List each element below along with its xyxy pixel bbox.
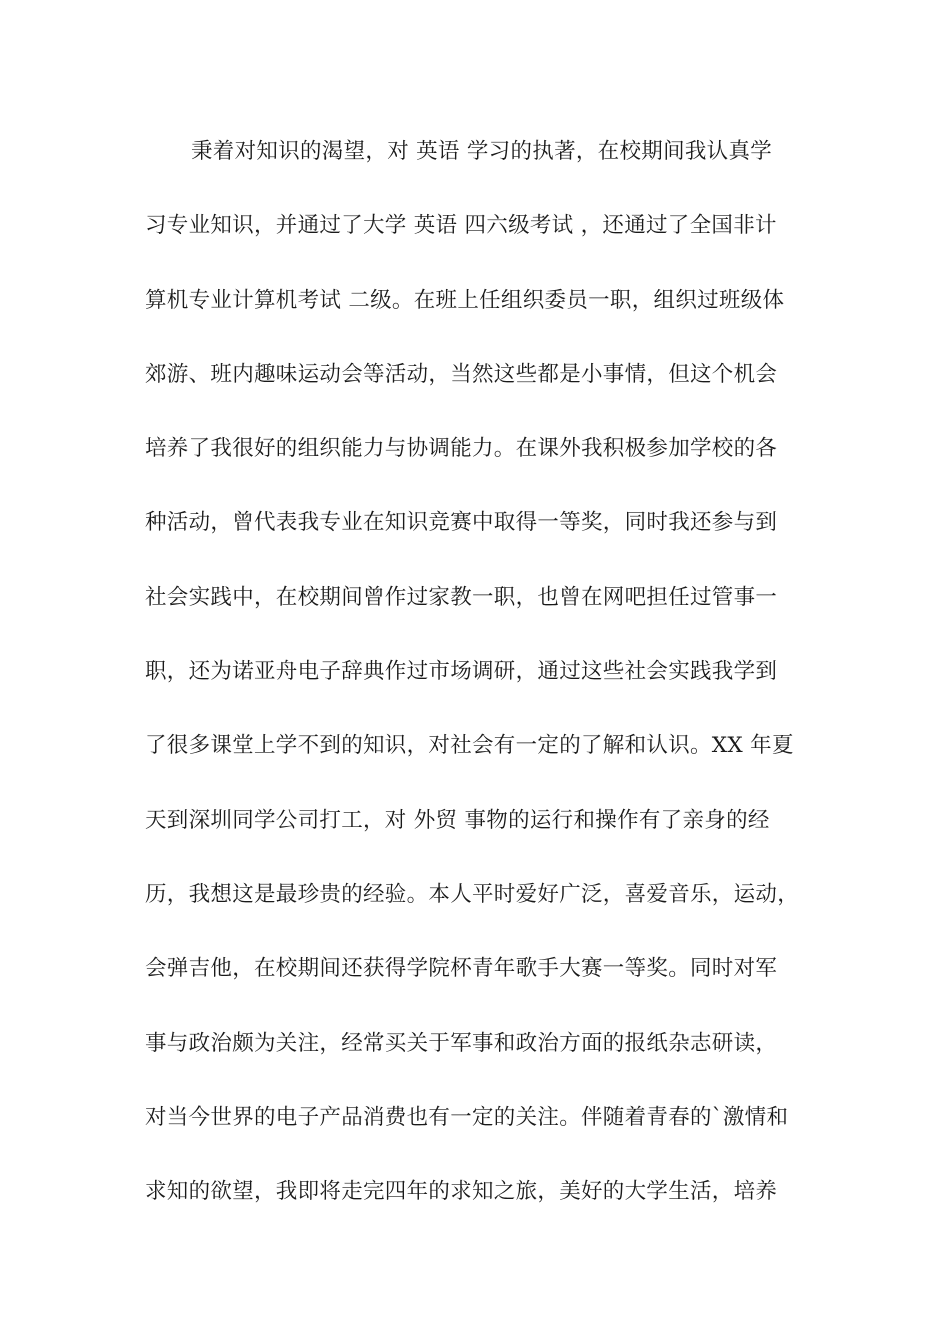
text-line: 培养了我很好的组织能力与协调能力。在课外我积极参加学校的各 [145,436,778,462]
text-line: 社会实践中，在校期间曾作过家教一职，也曾在网吧担任过管事一 [145,584,778,610]
text-line: 天到深圳同学公司打工，对 外贸 事物的运行和操作有了亲身的经 [145,807,770,833]
text-line: 历，我想这是最珍贵的经验。本人平时爱好广泛，喜爱音乐，运动， [145,881,800,907]
text-line: 秉着对知识的渴望，对 英语 学习的执著，在校期间我认真学 [191,139,773,164]
text-line: 求知的欲望，我即将走完四年的求知之旅，美好的大学生活，培养 [145,1179,778,1205]
text-line: 习专业知识，并通过了大学 英语 四六级考试 ，还通过了全国非计 [145,213,777,239]
text-line: 了很多课堂上学不到的知识，对社会有一定的了解和认识。XX 年夏 [145,733,794,759]
text-line: 对当今世界的电子产品消费也有一定的关注。伴随着青春的`激情和 [145,1104,789,1130]
text-line: 郊游、班内趣味运动会等活动，当然这些都是小事情，但这个机会 [145,361,778,387]
body-paragraph [145,132,825,1246]
text-line: 事与政治颇为关注，经常买关于军事和政治方面的报纸杂志研读， [145,1030,778,1056]
text-line: 种活动，曾代表我专业在知识竞赛中取得一等奖，同时我还参与到 [145,510,778,536]
text-line: 算机专业计算机考试 二级。在班上任组织委员一职，组织过班级体 [145,287,785,313]
text-line: 会弹吉他，在校期间还获得学院杯青年歌手大赛一等奖。同时对军 [145,956,778,982]
text-line: 职，还为诺亚舟电子辞典作过市场调研，通过这些社会实践我学到 [145,659,778,685]
